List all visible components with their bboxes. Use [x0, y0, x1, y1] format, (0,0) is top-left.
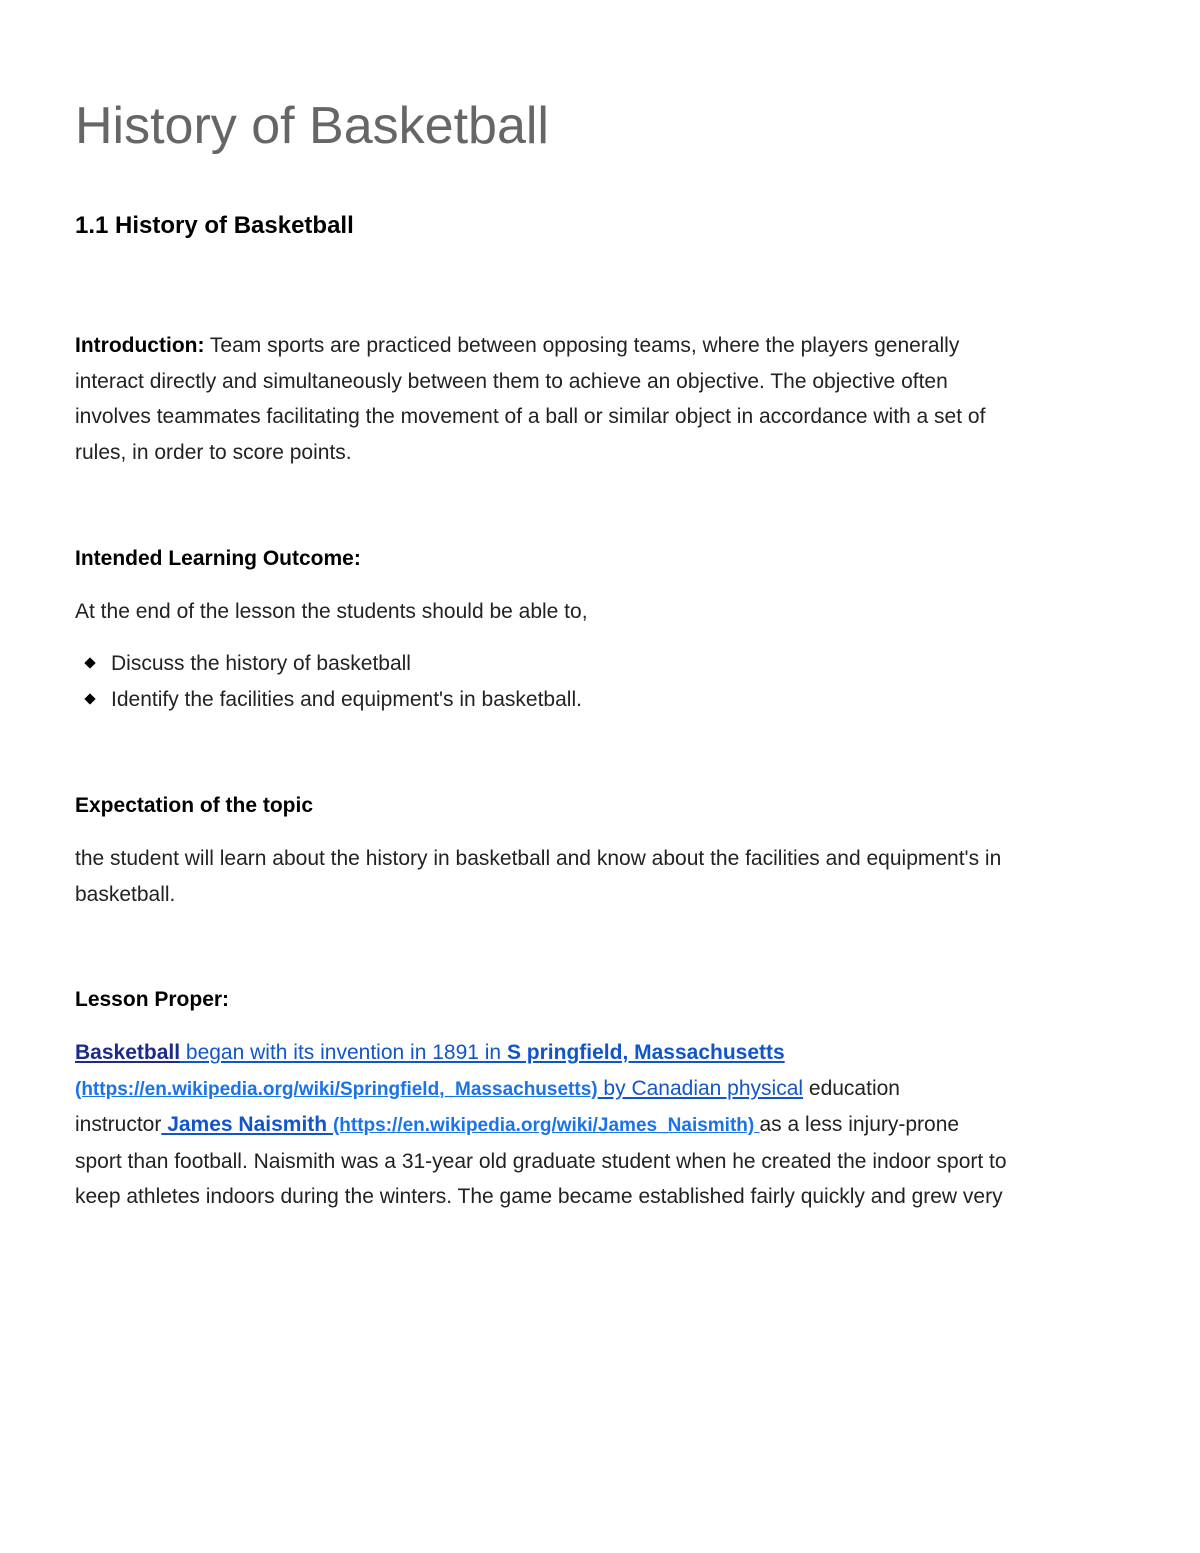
invention-link[interactable]: began with its invention in 1891 in [180, 1041, 507, 1064]
naismith-link[interactable]: James Naismith [161, 1113, 333, 1136]
list-item-text: Discuss the history of basketball [111, 652, 411, 675]
document-title: History of Basketball [75, 97, 549, 155]
learning-outcome-lead: At the end of the lesson the students should be able to, [75, 600, 588, 623]
bullet-diamond-icon [84, 657, 95, 668]
springfield-link[interactable]: S pringfield, Massachusetts [506, 1041, 785, 1064]
list-item [75, 646, 582, 682]
introduction-label: Introduction: [75, 334, 205, 357]
expectation-line-1: the student will learn about the history in basketball and know about the facilities and equipment's in [75, 847, 1002, 870]
list-item-text: Identify the facilities and equipment's in basketball. [111, 687, 582, 711]
lesson-text-after: as a less injury-prone [759, 1113, 960, 1136]
lesson-paragraph [75, 1035, 1135, 1215]
bullet-diamond-icon [84, 693, 95, 704]
springfield-url-link[interactable]: (https://en.wikipedia.org/wiki/Springfield,_Massachusetts) [75, 1078, 598, 1100]
introduction-line-1: Team sports are practiced between opposing teams, where the players generally [204, 334, 960, 357]
expectation-paragraph [75, 841, 1125, 912]
expectation-heading: Expectation of the topic [75, 794, 314, 817]
section-heading: 1.1 History of Basketball [75, 212, 354, 239]
naismith-url-link[interactable]: (https://en.wikipedia.org/wiki/James_Naismith) [332, 1115, 760, 1136]
instructor-text: instructor [75, 1113, 162, 1136]
introduction-line-2: interact directly and simultaneously between them to achieve an objective. The objective often [75, 369, 948, 393]
introduction-paragraph [75, 328, 1125, 470]
list-item [75, 682, 582, 718]
lesson-line-sport: sport than football. Naismith was a 31-year old graduate student when he created the indoor sport to [75, 1149, 1007, 1173]
lesson-heading: Lesson Proper: [75, 988, 230, 1011]
lesson-line-keep: keep athletes indoors during the winters. The game became established fairly quickly and grew very [75, 1185, 1003, 1208]
learning-outcome-heading: Intended Learning Outcome: [75, 547, 361, 570]
introduction-line-3: involves teammates facilitating the movement of a ball or similar object in accordance with a set of [75, 405, 986, 428]
education-text: education [803, 1076, 900, 1100]
expectation-line-2: basketball. [75, 882, 176, 906]
learning-outcome-list [75, 646, 582, 717]
canadian-physical-link[interactable]: by Canadian physical [597, 1076, 804, 1100]
basketball-link[interactable]: Basketball [75, 1041, 181, 1064]
introduction-line-4: rules, in order to score points. [75, 440, 352, 464]
